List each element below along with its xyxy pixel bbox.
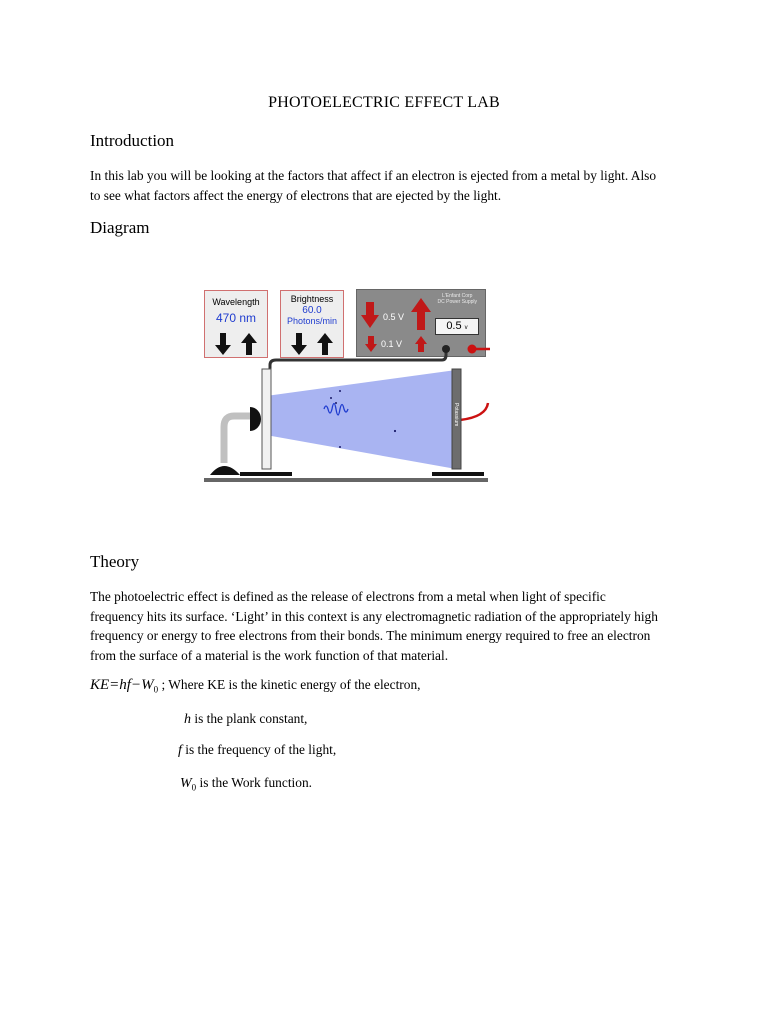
definition-h-text: is the plank constant, (191, 711, 308, 726)
introduction-heading: Introduction (90, 131, 175, 150)
brightness-label: Brightness (290, 294, 334, 304)
brightness-value: 60.0 (302, 305, 322, 316)
emitter-plate (262, 369, 271, 469)
theory-line-1: The photoelectric effect is defined as the release of electrons from a metal when light of specific (90, 589, 606, 604)
wavelength-label: Wavelength (212, 297, 260, 307)
formula-hf: hf (119, 677, 131, 693)
theory-line-4: from the surface of a material is the work function of that material. (90, 647, 449, 663)
definition-h-symbol: h (184, 712, 191, 727)
right-stand (432, 472, 484, 476)
definition-f (178, 742, 336, 759)
electron (339, 390, 341, 392)
document-title: PHOTOELECTRIC EFFECT LAB (268, 94, 500, 111)
target-material-label: Potassium (453, 403, 459, 427)
definition-w0-text: is the Work function. (196, 775, 312, 790)
electron (394, 430, 396, 432)
voltage-small-step-label: 0.1 V (381, 339, 403, 349)
introduction-line-2: to see what factors affect the energy of electrons that are ejected by the light. (90, 187, 502, 203)
photoelectric-apparatus-diagram (200, 285, 492, 487)
introduction-paragraph (90, 166, 690, 205)
lamp-base (210, 466, 240, 475)
kinetic-energy-formula: $KE=hf-W_0$ ; Where KE is the kinetic energy of the electron, (90, 677, 421, 695)
electron (339, 446, 341, 448)
theory-heading: Theory (90, 552, 140, 571)
apparatus-drawing (200, 285, 492, 487)
voltage-large-step-label: 0.5 V (383, 312, 405, 322)
formula-lhs: KE (90, 677, 110, 693)
power-supply-brand: L'Enfant Corp DC Power Supply (437, 293, 477, 305)
introduction-line-1: In this lab you will be looking at the factors that affect if an electron is ejected from a metal by light. Also (90, 168, 657, 183)
left-stand (240, 472, 292, 476)
voltmeter-display: 0.5 v (435, 318, 479, 335)
red-terminal (468, 345, 477, 354)
light-beam (266, 370, 456, 469)
electron (330, 397, 332, 399)
definition-h (184, 711, 307, 728)
definition-w0-subscript: 0 (191, 782, 197, 793)
definition-f-text: is the frequency of the light, (181, 742, 337, 757)
theory-line-3: frequency or energy to free electrons from their bonds. The minimum energy required to free an electron (90, 628, 651, 643)
theory-paragraph (90, 587, 690, 665)
theory-line-2: frequency hits its surface. ‘Light’ in this context is any electromagnetic radiation of the appropriately high (90, 608, 658, 624)
lamp-arm (224, 416, 250, 463)
diagram-heading: Diagram (90, 218, 150, 237)
formula-description: ; Where KE is the kinetic energy of the electron, (161, 677, 421, 692)
lamp-head (250, 407, 261, 431)
definition-f-symbol: f (178, 743, 182, 758)
formula-w: W (141, 677, 154, 693)
black-terminal (442, 345, 450, 353)
definition-w0-symbol: W (180, 776, 192, 791)
base-rail (204, 478, 488, 482)
formula-subscript: 0 (153, 684, 159, 695)
electron (335, 402, 337, 404)
black-wire (270, 349, 446, 371)
red-wire-target (460, 403, 488, 420)
definition-w0 (180, 775, 312, 793)
brightness-unit: Photons/min (286, 316, 338, 326)
wavelength-value: 470 nm (215, 311, 257, 325)
